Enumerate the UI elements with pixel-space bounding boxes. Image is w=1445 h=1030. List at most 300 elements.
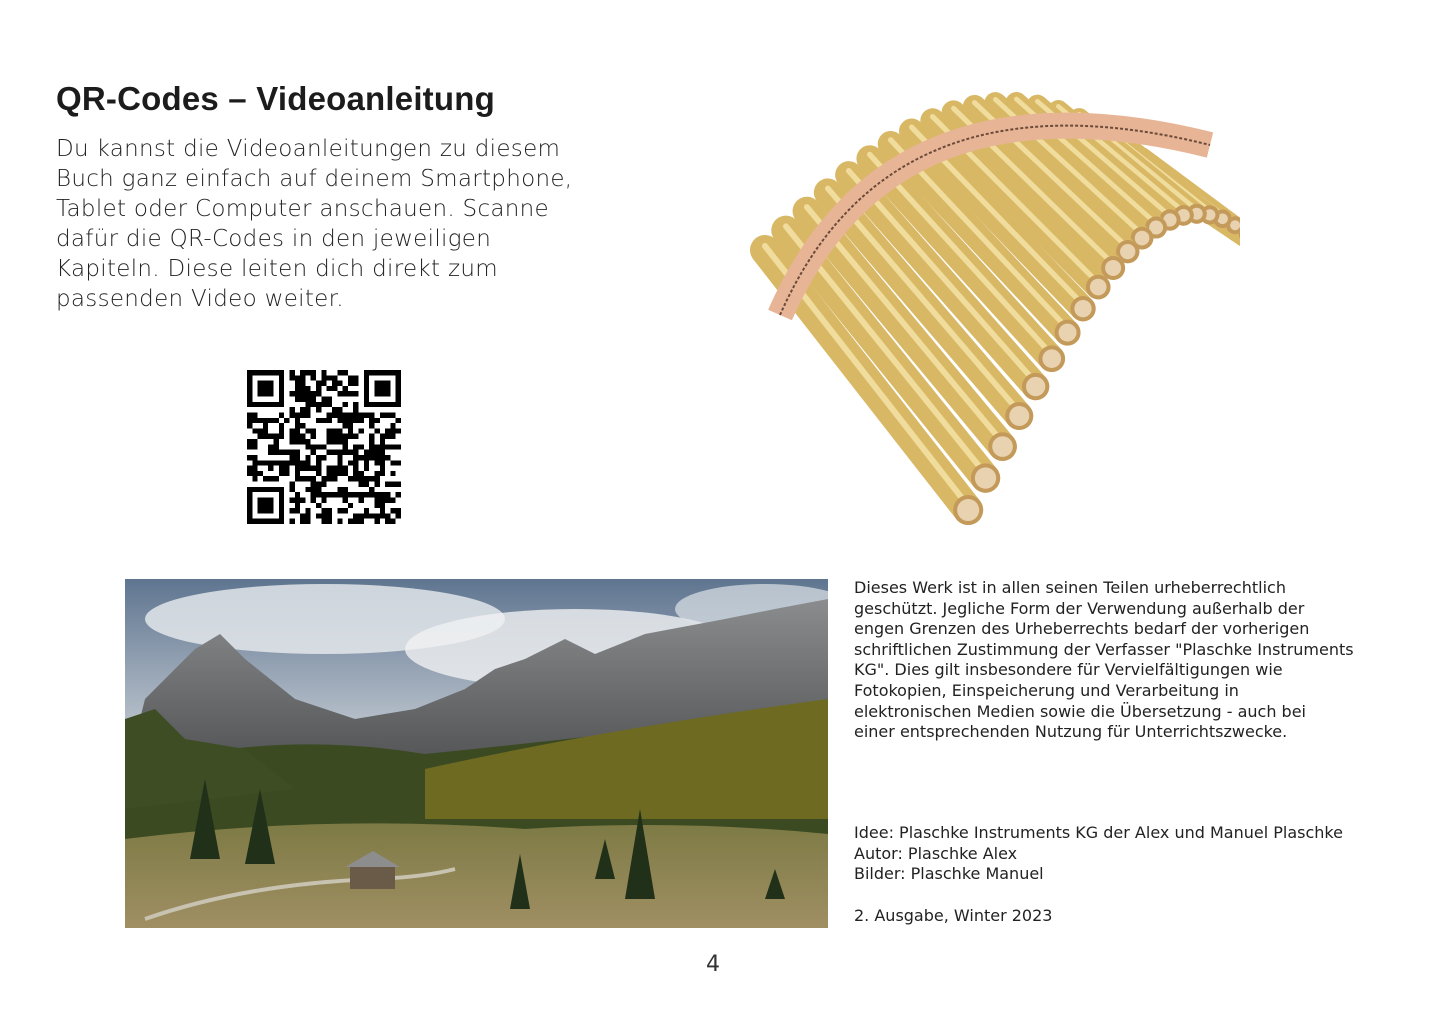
qr-module — [353, 460, 358, 465]
qr-module — [263, 460, 268, 465]
qr-module — [364, 508, 369, 513]
qr-module — [337, 439, 342, 444]
qr-module — [279, 423, 284, 428]
qr-module — [295, 381, 300, 386]
qr-module — [390, 460, 395, 465]
qr-module — [359, 482, 364, 487]
credit-idea: Idee: Plaschke Instruments KG der Alex und Manuel Plaschke — [854, 823, 1343, 842]
qr-module — [380, 492, 385, 497]
qr-module — [380, 508, 385, 513]
intro-line: Tablet oder Computer anschauen. Scanne — [56, 196, 549, 222]
qr-module — [295, 476, 300, 481]
qr-module — [332, 434, 337, 439]
qr-module — [369, 455, 374, 460]
qr-module — [321, 444, 326, 449]
qr-module — [316, 444, 321, 449]
qr-module — [396, 418, 401, 423]
qr-module — [289, 497, 294, 502]
qr-module — [252, 412, 257, 417]
qr-module — [305, 402, 310, 407]
qr-module — [369, 423, 374, 428]
qr-module — [305, 460, 310, 465]
qr-module — [327, 402, 332, 407]
qr-module — [327, 476, 332, 481]
qr-module — [311, 497, 316, 502]
qr-module — [300, 381, 305, 386]
qr-module — [311, 487, 316, 492]
qr-module — [374, 503, 379, 508]
qr-module — [337, 519, 342, 524]
qr-module — [390, 471, 395, 476]
qr-module — [337, 370, 342, 375]
qr-module — [327, 375, 332, 380]
qr-module — [289, 407, 294, 412]
qr-module — [274, 439, 279, 444]
qr-module — [380, 471, 385, 476]
qr-module — [311, 492, 316, 497]
qr-module — [295, 386, 300, 391]
copyright-line: Fotokopien, Einspeicherung und Verarbeitung in — [854, 680, 1239, 700]
qr-module — [279, 428, 284, 433]
qr-module — [380, 444, 385, 449]
qr-module — [311, 444, 316, 449]
qr-module — [289, 487, 294, 492]
qr-module — [385, 444, 390, 449]
qr-module — [359, 519, 364, 524]
qr-module — [321, 519, 326, 524]
qr-module — [289, 482, 294, 487]
qr-module — [364, 482, 369, 487]
qr-module — [343, 508, 348, 513]
qr-module — [374, 513, 379, 518]
qr-module — [359, 471, 364, 476]
qr-module — [295, 375, 300, 380]
qr-module — [390, 434, 395, 439]
qr-module — [321, 497, 326, 502]
qr-module — [353, 519, 358, 524]
qr-module — [311, 450, 316, 455]
qr-module — [353, 402, 358, 407]
qr-module — [343, 434, 348, 439]
qr-module — [252, 428, 257, 433]
qr-module — [374, 519, 379, 524]
qr-module — [327, 439, 332, 444]
copyright-line: engen Grenzen des Urheberrechts bedarf der vorherigen — [854, 619, 1310, 639]
qr-module — [321, 508, 326, 513]
qr-module — [316, 386, 321, 391]
qr-module — [252, 418, 257, 423]
intro-line: dafür die QR-Codes in den jeweiligen — [56, 226, 492, 252]
qr-module — [396, 444, 401, 449]
qr-module — [396, 508, 401, 513]
qr-module — [337, 407, 342, 412]
qr-module — [348, 492, 353, 497]
qr-module — [364, 476, 369, 481]
qr-module — [396, 513, 401, 518]
qr-module — [311, 476, 316, 481]
qr-module — [305, 444, 310, 449]
qr-module — [396, 492, 401, 497]
qr-module — [263, 423, 268, 428]
qr-module — [353, 418, 358, 423]
qr-module — [332, 375, 337, 380]
qr-module — [316, 381, 321, 386]
qr-module — [263, 434, 268, 439]
qr-module — [284, 418, 289, 423]
qr-module — [359, 513, 364, 518]
qr-module — [348, 412, 353, 417]
qr-module — [390, 497, 395, 502]
qr-module — [380, 513, 385, 518]
qr-module — [390, 444, 395, 449]
qr-module — [374, 444, 379, 449]
qr-module — [390, 428, 395, 433]
qr-module — [274, 418, 279, 423]
qr-module — [247, 466, 252, 471]
qr-module — [385, 455, 390, 460]
copyright-line: Dieses Werk ist in allen seinen Teilen urheberrechtlich — [854, 578, 1286, 597]
qr-module — [289, 375, 294, 380]
page-title: QR-Codes – Videoanleitung — [56, 80, 495, 117]
copyright-line: schriftlichen Zustimmung der Verfasser "Plaschke Instruments — [854, 639, 1354, 659]
qr-module — [332, 450, 337, 455]
qr-module — [380, 434, 385, 439]
qr-module — [332, 471, 337, 476]
qr-module — [327, 397, 332, 402]
qr-module — [289, 370, 294, 375]
qr-module — [369, 444, 374, 449]
qr-module — [274, 434, 279, 439]
qr-module — [353, 381, 358, 386]
qr-module — [305, 412, 310, 417]
intro-line: Buch ganz einfach auf deinem Smartphone, — [56, 166, 573, 192]
qr-module — [359, 418, 364, 423]
qr-module — [332, 476, 337, 481]
qr-module — [305, 466, 310, 471]
qr-module — [263, 476, 268, 481]
qr-module — [369, 492, 374, 497]
qr-module — [337, 466, 342, 471]
credit-images: Bilder: Plaschke Manuel — [854, 864, 1044, 884]
qr-module — [258, 460, 263, 465]
qr-module — [337, 455, 342, 460]
copyright-notice — [854, 578, 1354, 743]
qr-module — [390, 412, 395, 417]
qr-module — [305, 513, 310, 518]
qr-module — [332, 381, 337, 386]
qr-module — [295, 391, 300, 396]
intro-line: Kapiteln. Diese leiten dich direkt zum — [56, 256, 498, 282]
qr-module — [316, 460, 321, 465]
qr-module — [332, 439, 337, 444]
qr-module — [289, 391, 294, 396]
qr-module — [295, 497, 300, 502]
qr-module — [268, 450, 273, 455]
intro-line: Du kannst die Videoanleitungen zu diesem — [56, 136, 561, 162]
qr-module — [353, 455, 358, 460]
qr-module — [348, 503, 353, 508]
qr-module — [374, 428, 379, 433]
qr-module — [332, 428, 337, 433]
qr-module — [300, 434, 305, 439]
qr-module — [258, 381, 274, 397]
qr-module — [385, 428, 390, 433]
qr-module — [289, 439, 294, 444]
qr-module — [343, 439, 348, 444]
qr-module — [305, 487, 310, 492]
qr-module — [311, 391, 316, 396]
qr-module — [332, 492, 337, 497]
qr-module — [305, 455, 310, 460]
qr-module — [263, 428, 268, 433]
qr-module — [327, 434, 332, 439]
qr-module — [396, 460, 401, 465]
mountain-landscape-image — [125, 579, 828, 928]
qr-module — [359, 412, 364, 417]
qr-module — [390, 508, 395, 513]
copyright-line: einer entsprechenden Nutzung für Unterrichtszwecke. — [854, 722, 1288, 742]
qr-module — [311, 370, 316, 375]
qr-module — [359, 476, 364, 481]
qr-module — [353, 407, 358, 412]
qr-module — [343, 391, 348, 396]
qr-module — [390, 519, 395, 524]
qr-module — [380, 455, 385, 460]
qr-module — [327, 508, 332, 513]
qr-module — [305, 391, 310, 396]
page-number: 4 — [706, 952, 720, 977]
qr-module — [316, 487, 321, 492]
qr-module — [321, 381, 326, 386]
qr-module — [268, 444, 273, 449]
qr-module — [353, 450, 358, 455]
qr-module — [305, 397, 310, 402]
qr-module — [289, 519, 294, 524]
qr-module — [343, 497, 348, 502]
qr-module — [364, 455, 369, 460]
qr-module — [289, 450, 294, 455]
qr-module — [247, 455, 252, 460]
qr-module — [343, 492, 348, 497]
qr-module — [369, 439, 374, 444]
qr-module — [348, 460, 353, 465]
qr-module — [348, 381, 353, 386]
qr-module — [380, 439, 385, 444]
qr-module — [252, 460, 257, 465]
qr-module — [343, 487, 348, 492]
qr-module — [364, 412, 369, 417]
intro-line: passenden Video weiter. — [56, 286, 344, 312]
qr-module — [295, 412, 300, 417]
qr-module — [353, 412, 358, 417]
qr-module — [284, 471, 289, 476]
qr-module — [268, 466, 273, 471]
qr-module — [348, 418, 353, 423]
qr-module — [305, 428, 310, 433]
intro-paragraph — [56, 134, 572, 314]
qr-module — [258, 497, 274, 513]
qr-module — [321, 492, 326, 497]
qr-module — [327, 519, 332, 524]
qr-module — [300, 439, 305, 444]
qr-module — [268, 434, 273, 439]
qr-module — [359, 428, 364, 433]
qr-module — [295, 492, 300, 497]
qr-module — [305, 476, 310, 481]
qr-module — [316, 513, 321, 518]
qr-module — [295, 434, 300, 439]
qr-module — [274, 460, 279, 465]
qr-module — [353, 434, 358, 439]
qr-module — [374, 492, 379, 497]
qr-module — [327, 418, 332, 423]
qr-module — [353, 466, 358, 471]
qr-module — [305, 370, 310, 375]
qr-module — [353, 471, 358, 476]
qr-module — [247, 444, 252, 449]
qr-module — [337, 428, 342, 433]
qr-module — [327, 513, 332, 518]
credits — [854, 823, 1343, 885]
qr-module — [380, 460, 385, 465]
qr-module — [284, 460, 289, 465]
qr-module — [295, 508, 300, 513]
qr-module — [247, 439, 252, 444]
qr-module — [305, 508, 310, 513]
qr-module — [295, 439, 300, 444]
qr-module — [295, 397, 300, 402]
qr-module — [385, 513, 390, 518]
qr-module — [337, 434, 342, 439]
qr-module — [311, 466, 316, 471]
qr-module — [300, 397, 305, 402]
qr-module — [300, 386, 305, 391]
qr-module — [311, 482, 316, 487]
qr-module — [311, 397, 316, 402]
qr-module — [289, 460, 294, 465]
qr-module — [343, 423, 348, 428]
qr-module — [295, 450, 300, 455]
qr-module — [380, 497, 385, 502]
qr-module — [311, 375, 316, 380]
qr-module — [348, 450, 353, 455]
qr-module — [295, 428, 300, 433]
qr-module — [327, 412, 332, 417]
qr-module — [359, 444, 364, 449]
qr-module — [300, 370, 305, 375]
edition: 2. Ausgabe, Winter 2023 — [854, 906, 1053, 925]
qr-module — [321, 418, 326, 423]
qr-module — [321, 370, 326, 375]
qr-module — [348, 391, 353, 396]
qr-module — [316, 418, 321, 423]
qr-code[interactable] — [247, 370, 401, 524]
qr-module — [374, 460, 379, 465]
qr-module — [252, 455, 257, 460]
qr-module — [396, 482, 401, 487]
qr-module — [337, 391, 342, 396]
qr-module — [311, 428, 316, 433]
qr-module — [300, 391, 305, 396]
qr-module — [311, 434, 316, 439]
qr-module — [274, 450, 279, 455]
qr-module — [311, 402, 316, 407]
qr-module — [390, 423, 395, 428]
qr-module — [300, 412, 305, 417]
qr-module — [300, 375, 305, 380]
qr-module — [295, 471, 300, 476]
qr-module — [364, 513, 369, 518]
qr-module — [385, 492, 390, 497]
qr-module — [343, 386, 348, 391]
qr-module — [348, 476, 353, 481]
qr-module — [316, 492, 321, 497]
qr-module — [385, 434, 390, 439]
qr-module — [289, 508, 294, 513]
qr-module — [300, 513, 305, 518]
qr-module — [295, 460, 300, 465]
qr-module — [359, 492, 364, 497]
qr-module — [353, 492, 358, 497]
qr-module — [369, 412, 374, 417]
qr-module — [321, 513, 326, 518]
qr-module — [252, 476, 257, 481]
qr-module — [327, 386, 332, 391]
qr-module — [258, 434, 263, 439]
qr-module — [343, 412, 348, 417]
qr-module — [300, 407, 305, 412]
qr-module — [284, 466, 289, 471]
qr-module — [300, 476, 305, 481]
qr-module — [332, 386, 337, 391]
qr-module — [316, 471, 321, 476]
qr-module — [332, 412, 337, 417]
qr-module — [337, 412, 342, 417]
qr-module — [289, 434, 294, 439]
qr-module — [321, 397, 326, 402]
qr-module — [305, 439, 310, 444]
qr-module — [369, 513, 374, 518]
qr-module — [305, 519, 310, 524]
qr-module — [289, 428, 294, 433]
qr-module — [300, 460, 305, 465]
qr-module — [353, 476, 358, 481]
qr-module — [359, 497, 364, 502]
qr-module — [321, 476, 326, 481]
qr-module — [252, 444, 257, 449]
qr-module — [300, 423, 305, 428]
qr-module — [295, 503, 300, 508]
qr-module — [268, 476, 273, 481]
qr-module — [316, 402, 321, 407]
qr-module — [258, 418, 263, 423]
qr-module — [247, 412, 252, 417]
qr-module — [385, 519, 390, 524]
qr-module — [343, 402, 348, 407]
copyright-line: KG". Dies gilt insbesondere für Vervielfältigungen wie — [854, 660, 1283, 680]
qr-module — [316, 455, 321, 460]
qr-module — [343, 450, 348, 455]
qr-module — [247, 418, 252, 423]
copyright-line: elektronischen Medien sowie die Übersetzung - auch bei — [854, 701, 1306, 721]
qr-module — [252, 471, 257, 476]
qr-module — [364, 492, 369, 497]
qr-module — [348, 375, 353, 380]
qr-module — [305, 407, 310, 412]
qr-module — [374, 482, 379, 487]
qr-module — [364, 450, 369, 455]
qr-module — [295, 418, 300, 423]
